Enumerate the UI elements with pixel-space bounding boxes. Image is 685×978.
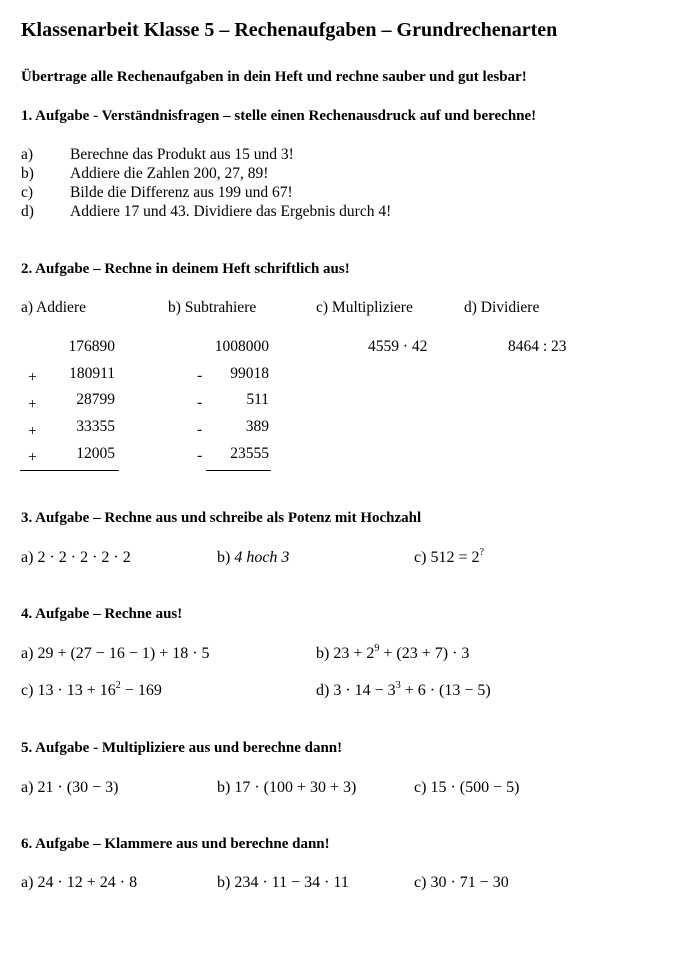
task5-item-c <box>414 779 519 797</box>
task4-item-d <box>316 682 491 700</box>
task6-item-c <box>414 874 509 892</box>
expression-part: − 169 <box>120 682 162 699</box>
item-label: c) <box>414 779 427 796</box>
expression-part: 23 + 2 <box>333 645 375 662</box>
task5-item-b <box>217 779 356 797</box>
task1-text-d: Addiere 17 und 43. Dividiere das Ergebnis durch 4! <box>70 203 392 220</box>
add-number: 33355 <box>76 418 115 435</box>
exponent: 9 <box>374 643 380 654</box>
item-expression: 2 · 2 · 2 · 2 · 2 <box>37 549 131 566</box>
item-label: b) <box>217 874 231 891</box>
task5-heading: 5. Aufgabe - Multipliziere aus und berechne dann! <box>21 740 343 756</box>
item-label: b) <box>217 549 231 566</box>
expression-part: 13 · 13 + 16 <box>37 682 116 699</box>
item-label: d) <box>316 682 330 699</box>
sub-number: 389 <box>245 418 269 435</box>
item-label: a) <box>21 874 34 891</box>
minus-sign: - <box>197 421 203 438</box>
add-number: 12005 <box>76 445 115 462</box>
expression-part: + (23 + 7) · 3 <box>379 645 470 662</box>
task4-heading: 4. Aufgabe – Rechne aus! <box>21 606 183 622</box>
exponent: ? <box>479 547 484 558</box>
item-label: c) <box>414 874 427 891</box>
task4-item-a <box>21 645 210 663</box>
item-expression: 29 + (27 − 16 − 1) + 18 · 5 <box>37 645 210 662</box>
add-number: 180911 <box>69 365 115 382</box>
plus-sign: + <box>28 369 37 386</box>
sub-number: 1008000 <box>214 338 269 355</box>
task6-heading: 6. Aufgabe – Klammere aus und berechne dann! <box>21 836 330 852</box>
sub-number: 23555 <box>230 445 269 462</box>
task1-text-c: Bilde die Differenz aus 199 und 67! <box>70 184 293 201</box>
expression-part: + 6 · (13 − 5) <box>400 682 491 699</box>
item-label: c) <box>414 549 427 566</box>
page-title: Klassenarbeit Klasse 5 – Rechenaufgaben – Grundrechenarten <box>21 19 558 41</box>
multiplication-expression: 4559 · 42 <box>368 338 428 355</box>
sub-number: 511 <box>246 391 269 408</box>
minus-sign: - <box>197 367 203 384</box>
task2-label-add: a) Addiere <box>21 299 86 316</box>
item-expression: 15 · (500 − 5) <box>430 779 520 796</box>
instruction: Übertrage alle Rechenaufgaben in dein Heft und rechne sauber und gut lesbar! <box>21 69 527 85</box>
exponent: 3 <box>395 680 401 691</box>
plus-sign: + <box>28 423 37 440</box>
difference-line <box>206 470 271 471</box>
task1-text-b: Addiere die Zahlen 200, 27, 89! <box>70 165 269 182</box>
sum-line <box>20 470 119 471</box>
task1-text-a: Berechne das Produkt aus 15 und 3! <box>70 146 294 163</box>
item-label: a) <box>21 779 34 796</box>
task3-item-b <box>217 549 289 567</box>
add-number: 176890 <box>68 338 115 355</box>
item-label: b) <box>217 779 231 796</box>
item-expression: 234 · 11 − 34 · 11 <box>234 874 349 891</box>
task3-item-a <box>21 549 131 567</box>
item-expression: 4 hoch 3 <box>234 549 290 566</box>
plus-sign: + <box>28 449 37 466</box>
plus-sign: + <box>28 396 37 413</box>
task2-heading: 2. Aufgabe – Rechne in deinem Heft schriftlich aus! <box>21 261 350 277</box>
task3-item-c <box>414 549 484 567</box>
item-label: a) <box>21 645 34 662</box>
item-expression: 24 · 12 + 24 · 8 <box>37 874 138 891</box>
task1-label-b: b) <box>21 165 34 182</box>
exponent: 2 <box>115 680 121 691</box>
task1-label-a: a) <box>21 146 34 163</box>
minus-sign: - <box>197 394 203 411</box>
sub-number: 99018 <box>230 365 269 382</box>
item-label: a) <box>21 549 34 566</box>
item-expression: 17 · (100 + 30 + 3) <box>234 779 357 796</box>
minus-sign: - <box>197 447 203 464</box>
division-expression: 8464 : 23 <box>508 338 567 355</box>
task2-label-sub: b) Subtrahiere <box>168 299 257 316</box>
task1-label-c: c) <box>21 184 34 201</box>
task1-heading: 1. Aufgabe - Verständnisfragen – stelle einen Rechenausdruck auf und berechne! <box>21 108 537 124</box>
expression-part: 3 · 14 − 3 <box>333 682 396 699</box>
add-number: 28799 <box>76 391 115 408</box>
item-expression: 21 · (30 − 3) <box>37 779 119 796</box>
item-expression: 30 · 71 − 30 <box>430 874 509 891</box>
task3-heading: 3. Aufgabe – Rechne aus und schreibe als Potenz mit Hochzahl <box>21 510 422 526</box>
item-expression: 512 = 2 <box>430 549 480 566</box>
task4-item-c <box>21 682 162 700</box>
item-label: b) <box>316 645 330 662</box>
task6-item-a <box>21 874 137 892</box>
task1-label-d: d) <box>21 203 34 220</box>
task6-item-b <box>217 874 349 892</box>
task4-item-b <box>316 645 469 663</box>
task2-label-div: d) Dividiere <box>464 299 540 316</box>
item-label: c) <box>21 682 34 699</box>
task5-item-a <box>21 779 118 797</box>
task2-label-mul: c) Multipliziere <box>316 299 413 316</box>
